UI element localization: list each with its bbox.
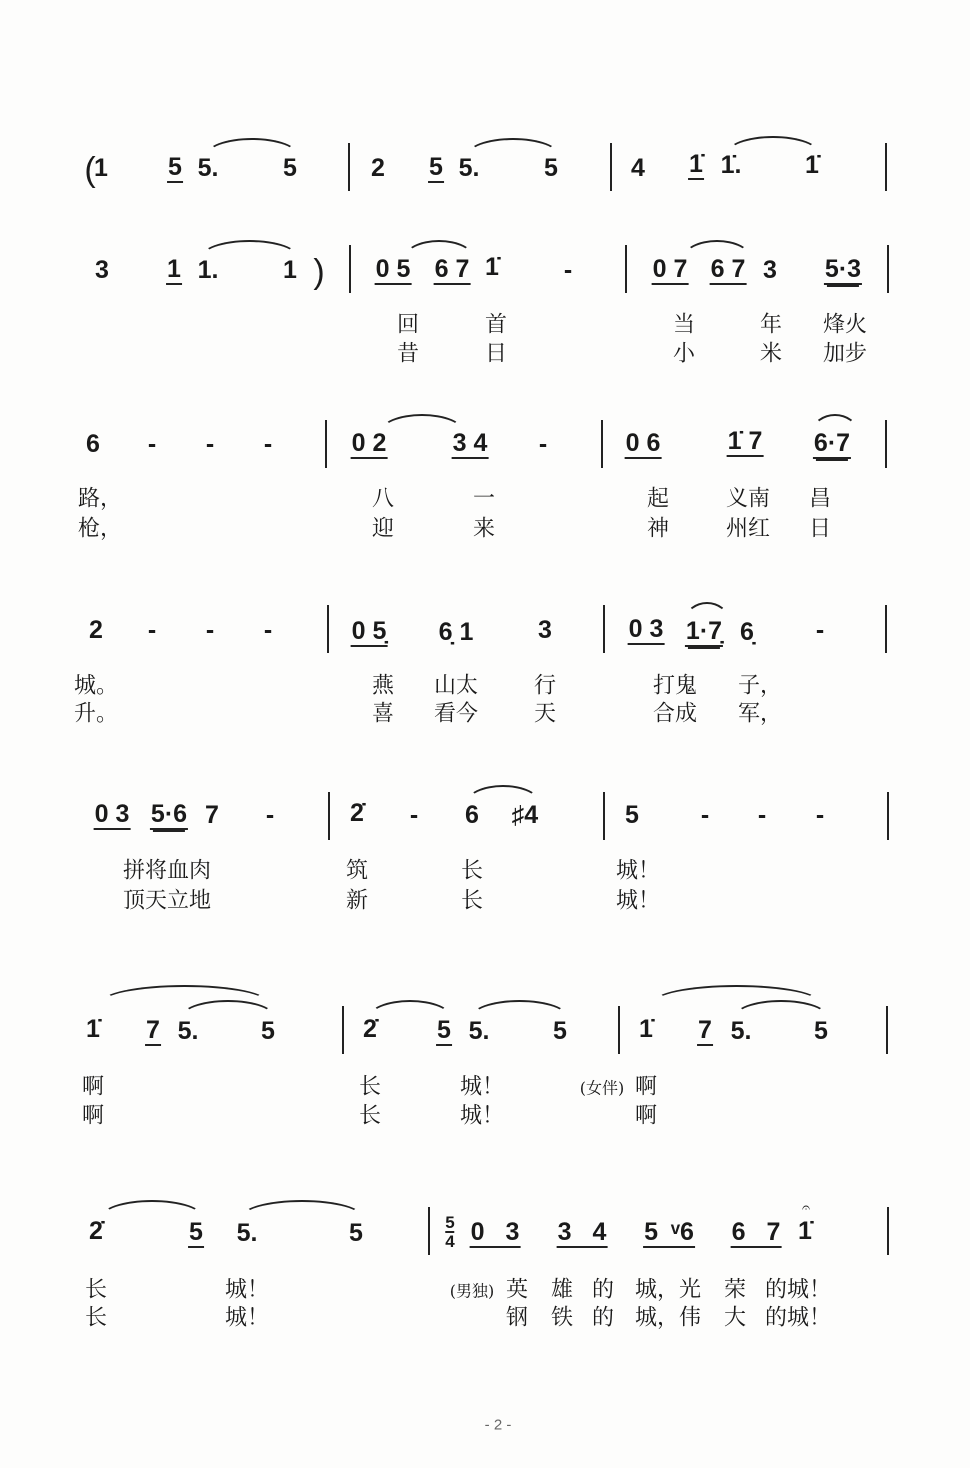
note: 7 [146, 1016, 160, 1044]
lyric: 城！ [224, 1277, 270, 1303]
dash: - [147, 616, 157, 644]
lyric: 钢 [505, 1305, 529, 1331]
time-signature [445, 1214, 454, 1250]
slur [726, 136, 820, 154]
note: 5 [168, 153, 182, 181]
lyric: 来 [472, 516, 496, 542]
slur [466, 138, 560, 156]
note-group: 0 5 [375, 255, 411, 283]
lyric: 顶天立地 [122, 888, 212, 914]
lyric: 长 [358, 1103, 382, 1129]
note: 5 [189, 1218, 203, 1246]
note: 5. [177, 1017, 199, 1045]
note-group: 5 ᵛ6 [644, 1218, 694, 1246]
lyric: 长 [84, 1305, 108, 1331]
note-group: 6 7 [710, 255, 746, 283]
lyric: 新 [345, 888, 369, 914]
dash: - [205, 616, 215, 644]
lyric: 大 [723, 1305, 747, 1331]
lyric: 山太 [433, 673, 479, 699]
lyric: 首 [484, 312, 508, 338]
lyric: 行 [533, 673, 557, 699]
note: 5 [625, 801, 639, 829]
lyric: 荣 [723, 1277, 747, 1303]
lyric: 路， [77, 486, 123, 512]
time-sig-denominator: 4 [445, 1232, 455, 1251]
lyric: 长 [84, 1277, 108, 1303]
note-group: 6̣ 1 [438, 618, 474, 646]
lyric: 回 [396, 312, 420, 338]
lyric: 天 [533, 701, 557, 727]
lyric: 的城！ [764, 1277, 832, 1303]
lyric: 日 [808, 516, 832, 542]
lyric: 城，光 [634, 1277, 702, 1303]
barline [325, 420, 327, 468]
lyric: 年 [759, 312, 783, 338]
note: 3 [763, 256, 777, 284]
dash: - [757, 801, 767, 829]
lyric: 看今 [433, 701, 479, 727]
barline [885, 605, 887, 653]
lyric: 长 [460, 888, 484, 914]
note: 1̇ [86, 1015, 100, 1043]
slur [466, 785, 540, 803]
fermata-icon: 𝄐 [802, 1199, 810, 1215]
slur [404, 240, 474, 258]
note: 1̇. [720, 151, 742, 179]
lyric: 州红 [725, 516, 771, 542]
dash: - [563, 256, 573, 284]
barline [610, 143, 612, 191]
barline [428, 1207, 430, 1255]
dash: - [205, 430, 215, 458]
lyric: 拼将血肉 [122, 858, 212, 884]
barline [885, 420, 887, 468]
note-group: 0 5̣ [351, 617, 387, 645]
slur [205, 138, 299, 156]
note: 6 [465, 801, 479, 829]
slur [368, 1000, 452, 1018]
slur [380, 414, 464, 432]
note: 1̇ [639, 1015, 653, 1043]
lyric: 啊 [634, 1103, 658, 1129]
dash: - [815, 801, 825, 829]
note: 5 [553, 1017, 567, 1045]
barline [601, 420, 603, 468]
note: 5 [349, 1219, 363, 1247]
dash: - [263, 430, 273, 458]
note-group: 1·7̣ [685, 617, 723, 645]
lyric: 军， [737, 701, 783, 727]
note-group: 0 6 [625, 429, 661, 457]
lyric: 啊 [634, 1074, 658, 1100]
note-group: 0 3 [94, 800, 130, 828]
note: 1 [167, 255, 181, 283]
slur [470, 1000, 569, 1018]
barline [327, 605, 329, 653]
note: 3 [95, 256, 109, 284]
lyric: 迎 [371, 516, 395, 542]
barline [887, 245, 889, 293]
barline [887, 1207, 889, 1255]
note: 1. [197, 256, 219, 284]
slur [683, 240, 751, 258]
slur [200, 240, 299, 258]
note: 2̇ [350, 799, 364, 827]
lyric: 小 [672, 341, 696, 367]
lyric: 烽火 [822, 312, 868, 338]
note: 5 [429, 153, 443, 181]
lyric: 的 [591, 1305, 615, 1331]
lyric: 的城！ [764, 1305, 832, 1331]
note: 4 [631, 154, 645, 182]
lyric: 啊 [81, 1103, 105, 1129]
note: 5 [437, 1016, 451, 1044]
voice-label: (女伴) [579, 1078, 625, 1098]
lyric: 长 [358, 1074, 382, 1100]
barline [349, 245, 351, 293]
note: 1̇ [689, 150, 703, 178]
note: 5. [197, 154, 219, 182]
dash: - [263, 616, 273, 644]
note: 6 [86, 430, 100, 458]
note-group: 3 4 [557, 1218, 607, 1246]
lyric: 昔 [396, 341, 420, 367]
note: 2̇ [363, 1015, 377, 1043]
note: 5. [730, 1017, 752, 1045]
barline [342, 1006, 344, 1054]
lyric: 城！ [615, 888, 661, 914]
lyric: 神 [646, 516, 670, 542]
note-sharp: ♯4 [511, 801, 539, 829]
slur [100, 1200, 204, 1218]
lyric: 长 [460, 858, 484, 884]
dash: - [538, 430, 548, 458]
barline [886, 1006, 888, 1054]
lyric: 筑 [345, 858, 369, 884]
dash: - [265, 801, 275, 829]
note: 1̇ [798, 1217, 812, 1245]
note: 1̇ [805, 151, 819, 179]
note-group: 0 2 [351, 429, 387, 457]
lyric: 城。 [73, 673, 119, 699]
note: 6̣ [740, 618, 754, 646]
lyric: 昌 [808, 486, 832, 512]
note-group: 6 7 [434, 255, 470, 283]
lyric: 城！ [615, 858, 661, 884]
note-group: 0 7 [652, 255, 688, 283]
voice-label: (男独) [449, 1281, 495, 1301]
note-group: 0 3 [628, 615, 664, 643]
lyric: 起 [646, 486, 670, 512]
note: 5 [544, 154, 558, 182]
barline [328, 792, 330, 840]
lyric: 铁 [550, 1305, 574, 1331]
note: 5 [261, 1017, 275, 1045]
note: 5 [814, 1017, 828, 1045]
barline [885, 143, 887, 191]
note: 7 [698, 1016, 712, 1044]
lyric: 升。 [73, 701, 119, 727]
lyric: 城！ [459, 1074, 505, 1100]
lyric: 义南 [725, 486, 771, 512]
slur [685, 602, 729, 620]
lyric: 英 [505, 1277, 529, 1303]
note: 2 [371, 154, 385, 182]
note-group: 6 7 [731, 1218, 781, 1246]
note-group: 6·7 [813, 429, 851, 457]
lyric: 枪， [77, 516, 123, 542]
barline [603, 792, 605, 840]
note: 2 [89, 616, 103, 644]
note: 2̇ [89, 1217, 103, 1245]
lyric: 打鬼 [652, 673, 698, 699]
barline [618, 1006, 620, 1054]
lyric: 城，伟 [634, 1305, 702, 1331]
barline [625, 245, 627, 293]
lyric: 啊 [81, 1074, 105, 1100]
note-group: 3 4 [452, 429, 488, 457]
lyric: 日 [484, 341, 508, 367]
page-number: - 2 - [484, 1416, 512, 1434]
note-group: 5·3 [824, 255, 862, 283]
note: 1̇ [485, 253, 499, 281]
barline [603, 605, 605, 653]
lyric: 一 [472, 486, 496, 512]
note: 5 [283, 154, 297, 182]
note: 5. [468, 1017, 490, 1045]
note-group: 0 3 [470, 1218, 520, 1246]
phrase-paren-close: ) [313, 253, 325, 291]
lyric: 合成 [652, 701, 698, 727]
dash: - [815, 616, 825, 644]
lyric: 雄 [550, 1277, 574, 1303]
dash: - [147, 430, 157, 458]
note: 3 [538, 616, 552, 644]
dash: - [700, 801, 710, 829]
barline [348, 143, 350, 191]
phrase-paren-open: ( [84, 151, 96, 189]
note: 5. [458, 154, 480, 182]
note: 7 [205, 801, 219, 829]
lyric: 加步 [822, 341, 868, 367]
note: 1 [283, 256, 297, 284]
note: 1 [94, 154, 108, 182]
lyric: 八 [371, 486, 395, 512]
lyric: 当 [672, 312, 696, 338]
note-group: 5·6 [150, 800, 188, 828]
lyric: 的 [591, 1277, 615, 1303]
lyric: 子， [737, 673, 783, 699]
slur [812, 414, 858, 432]
note: 5. [236, 1219, 258, 1247]
lyric: 城！ [459, 1103, 505, 1129]
slur [240, 1200, 364, 1218]
lyric: 喜 [371, 701, 395, 727]
barline [887, 792, 889, 840]
dash: - [409, 801, 419, 829]
lyric: 米 [759, 341, 783, 367]
note-group: 1̇ 7 [727, 427, 763, 455]
lyric: 城！ [224, 1305, 270, 1331]
time-sig-numerator: 5 [445, 1213, 455, 1232]
lyric: 燕 [371, 673, 395, 699]
